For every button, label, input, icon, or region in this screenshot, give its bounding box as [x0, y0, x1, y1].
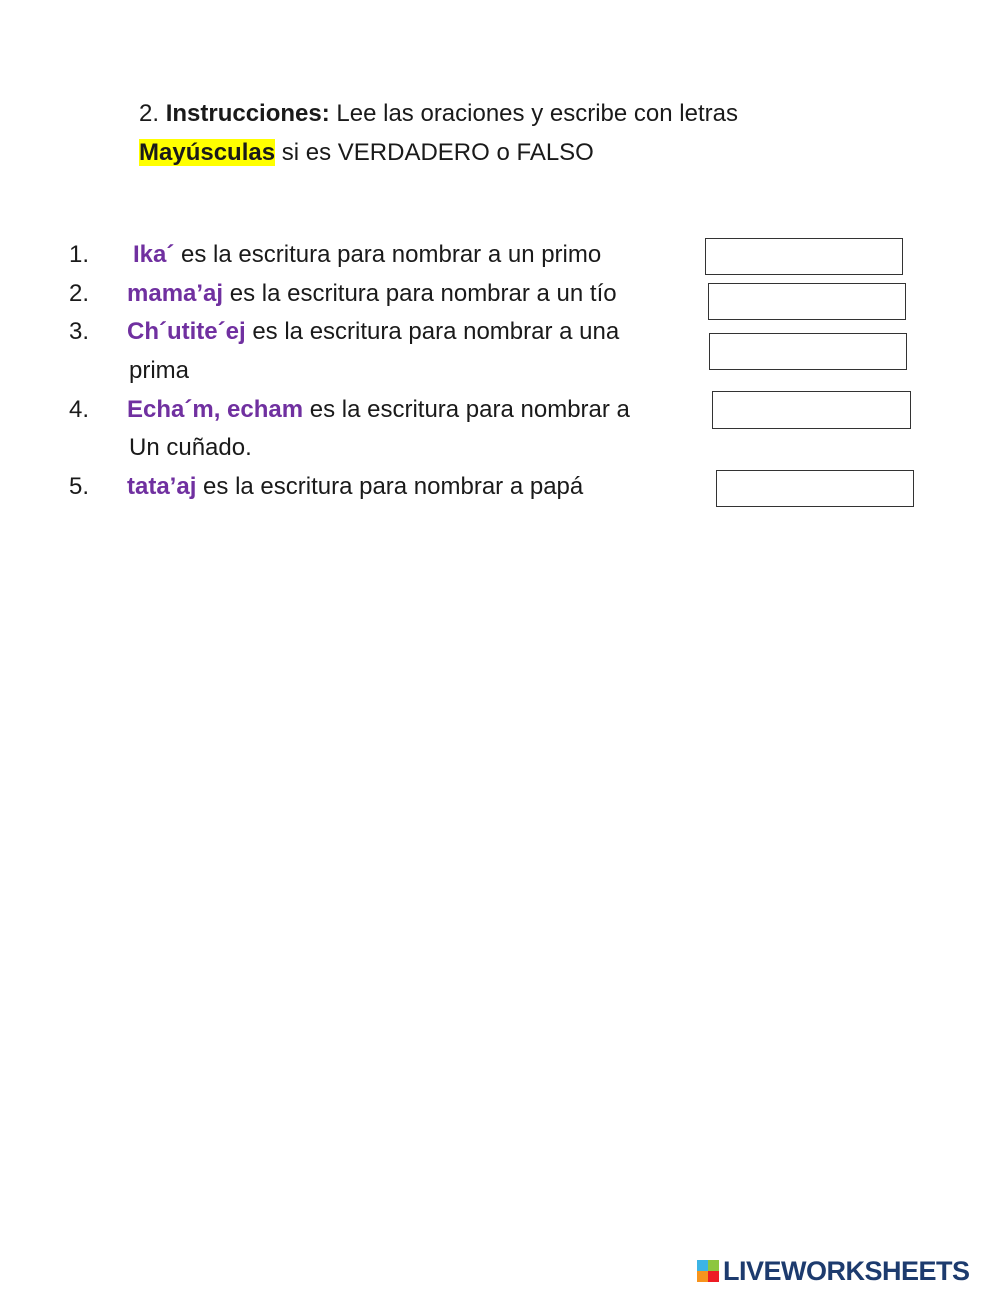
- item-1-sentence: [133, 240, 601, 270]
- item-4-sentence: [127, 395, 630, 425]
- liveworksheets-logo-icon: [697, 1260, 719, 1282]
- item-3-text: es la escritura para nombrar a una: [252, 318, 620, 345]
- item-5-answer-field[interactable]: [716, 470, 914, 507]
- item-3-term: Ch´utite´ej: [127, 318, 246, 345]
- item-1-text: es la escritura para nombrar a un primo: [181, 241, 602, 268]
- instructions-text-1: Lee las oraciones y escribe con letras: [336, 100, 738, 127]
- item-4-answer-field[interactable]: [712, 391, 911, 429]
- instructions-number: 2.: [139, 100, 160, 127]
- item-3-continuation: prima: [129, 357, 190, 384]
- liveworksheets-logo: [697, 1255, 970, 1287]
- instructions-highlight: Mayúsculas: [139, 139, 276, 166]
- item-2-answer-field[interactable]: [708, 283, 906, 320]
- item-4-continuation: Un cuñado.: [129, 434, 252, 461]
- item-4-term: Echa´m, echam: [127, 396, 304, 423]
- item-5-sentence: [127, 472, 583, 502]
- item-4-text: es la escritura para nombrar a: [309, 396, 630, 423]
- item-5-number: 5.: [69, 473, 90, 500]
- item-3-sentence: [127, 317, 619, 347]
- instructions-line-2: [139, 133, 899, 172]
- instructions-block: [139, 94, 899, 172]
- item-3-number: 3.: [69, 318, 90, 345]
- item-4-number: 4.: [69, 396, 90, 423]
- item-1-answer-field[interactable]: [705, 238, 903, 275]
- item-5-text: es la escritura para nombrar a papá: [203, 473, 584, 500]
- liveworksheets-logo-text: LIVEWORKSHEETS: [723, 1255, 970, 1286]
- item-2-text: es la escritura para nombrar a un tío: [229, 280, 617, 307]
- instructions-label: Instrucciones:: [165, 100, 330, 127]
- item-1-term: Ika´: [133, 241, 175, 268]
- item-3-answer-field[interactable]: [709, 333, 907, 370]
- instructions-text-2: si es VERDADERO o FALSO: [281, 139, 594, 166]
- item-2-number: 2.: [69, 280, 90, 307]
- item-2-term: mama’aj: [127, 280, 224, 307]
- item-1-number: 1.: [69, 241, 90, 268]
- item-2-sentence: [127, 279, 617, 309]
- instructions-line-1: [139, 94, 899, 133]
- item-5-term: tata’aj: [127, 473, 197, 500]
